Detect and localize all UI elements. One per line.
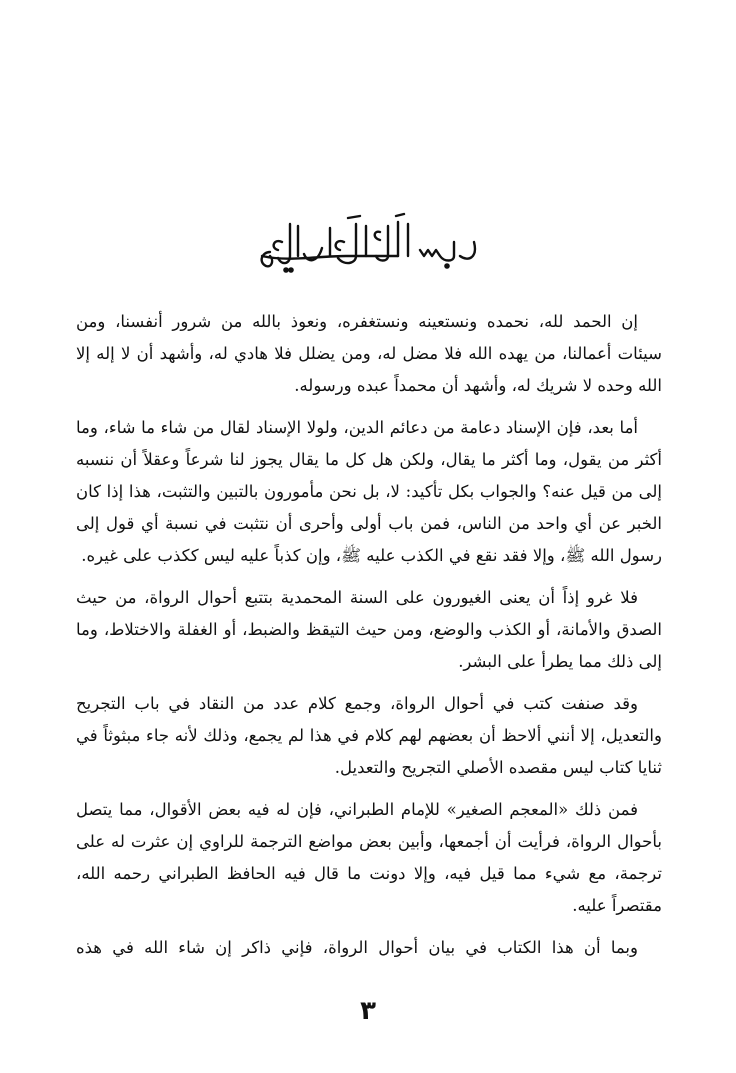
- paragraph: إن الحمد لله، نحمده ونستعينه ونستغفره، ونعوذ بالله من شرور أنفسنا، ومن سيئات أعمالنا، من يهده الله فلا مضل له، ومن يضلل فلا هادي له، وأشهد أن لا إله إلا الله وحده لا شريك له، وأشهد أن محمداً عبده ورسوله.: [76, 312, 662, 395]
- paragraph: وبما أن هذا الكتاب في بيان أحوال الرواة، فإني ذاكر إن شاء الله في هذه: [76, 938, 638, 957]
- paragraph: فلا غرو إذاً أن يعنى الغيورون على السنة المحمدية بتتبع أحوال الرواة، من حيث الصدق والأمانة، أو الكذب والوضع، ومن حيث التيقظ والضبط، أو الغفلة والاختلاط، وما إلى ذلك مما يطرأ على البشر.: [76, 588, 662, 671]
- text-body: [76, 306, 662, 974]
- basmala-calligraphy-icon: [248, 212, 488, 278]
- paragraph: فمن ذلك «المعجم الصغير» للإمام الطبراني، فإن له فيه بعض الأقوال، مما يتصل بأحوال الرواة، فرأيت أن أجمعها، وأبين بعض مواضع الترجمة للراوي إن عثرت له على ترجمة، مع شيء مما قيل فيه، وإلا دونت ما قال فيه الحافظ الطبراني رحمه الله، مقتصراً عليه.: [76, 800, 662, 915]
- page-number: ٣: [360, 996, 376, 1026]
- paragraph: وقد صنفت كتب في أحوال الرواة، وجمع كلام عدد من النقاد في باب التجريح والتعديل، إلا أنني ألاحظ أن بعضهم لهم كلام في هذا لم يجمع، وذلك لأنه جاء مبثوثاً في ثنايا كتاب ليس مقصده الأصلي التجريح والتعديل.: [76, 694, 662, 777]
- basmala-calligraphy: [0, 210, 736, 280]
- paragraph: أما بعد، فإن الإسناد دعامة من دعائم الدين، ولولا الإسناد لقال من شاء ما شاء، وما أكثر من يقول، وما أكثر ما يقال، ولكن هل كل ما يقال يجوز لنا شرعاً وعقلاً أن ننسبه إلى من قيل عنه؟ والجواب بكل تأكيد: لا، بل نحن مأمورون بالتبين والتثبت، هذا إذا كان الخبر عن أي واحد من الناس، فمن باب أولى وأحرى أن نتثبت في نسبة أي قول إلى رسول الله ﷺ، وإلا فقد نقع في الكذب عليه ﷺ، وإن كذباً عليه ليس ككذب على غيره.: [76, 418, 662, 565]
